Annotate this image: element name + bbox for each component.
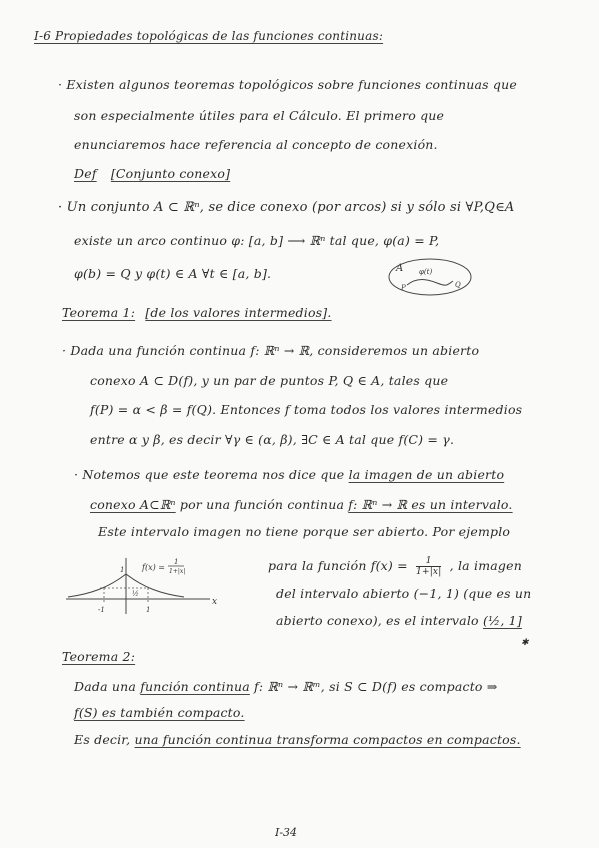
- note-line-2-c: f: ℝⁿ → ℝ es un intervalo.: [348, 497, 513, 512]
- theorem2-label: Teorema 2:: [62, 649, 136, 664]
- definition-line-3: φ(b) = Q y φ(t) ∈ A ∀t ∈ [a, b].: [74, 266, 272, 281]
- theorem1-name: [de los valores intermedios].: [145, 305, 332, 320]
- theorem2-line-1-b: función continua: [140, 679, 250, 694]
- theorem2-line-3-b: una función continua transforma compactos en compactos.: [134, 732, 521, 747]
- theorem1-line-1: · Dada una función continua f: ℝⁿ → ℝ, consideremos un abierto: [62, 343, 480, 358]
- note-line-2: [90, 497, 513, 513]
- theorem2-line-1: [74, 679, 498, 695]
- definition-heading: [74, 166, 230, 182]
- definition-name: [Conjunto conexo]: [110, 166, 231, 181]
- theorem2-line-1-a: Dada una: [74, 679, 141, 694]
- intro-line-2: son especialmente útiles para el Cálculo. El primero que: [74, 108, 445, 123]
- note-line-2-b: por una función continua: [175, 497, 349, 512]
- q-label: Q: [455, 281, 461, 289]
- definition-line-1: · Un conjunto A ⊂ ℝⁿ, se dice conexo (por arcos) si y sólo si ∀P,Q∈A: [58, 200, 515, 215]
- note-line-6-a: abierto conexo), es el intervalo: [276, 613, 483, 628]
- tick-one: 1: [120, 566, 125, 574]
- theorem2-line-3: [74, 732, 521, 748]
- page-number: I-34: [275, 826, 298, 839]
- note-fraction-num: 1: [416, 556, 441, 567]
- x-axis-label: x: [212, 597, 218, 607]
- intro-line-1: · Existen algunos teoremas topológicos sobre funciones continuas que: [58, 77, 517, 92]
- note-line-1-b: la imagen de un abierto: [348, 467, 505, 482]
- graph-func-den: 1+|x|: [169, 568, 186, 575]
- note-fraction-den: 1+|x|: [416, 567, 442, 577]
- note-line-2-a: conexo A⊂ℝⁿ: [90, 497, 176, 512]
- theorem1-line-4: entre α y β, es decir ∀γ ∈ (α, β), ∃C ∈ A tal que f(C) = γ.: [90, 432, 455, 447]
- tick-minus1: -1: [98, 606, 105, 614]
- note-line-6-b: (½, 1]: [482, 613, 522, 628]
- definition-line-2: existe un arco continuo φ: [a, b] ⟶ ℝⁿ tal que, φ(a) = P,: [74, 233, 440, 248]
- note-line-5: del intervalo abierto (−1, 1) (que es un: [276, 586, 532, 601]
- note-line-4-b: , la imagen: [449, 558, 522, 573]
- theorem1-line-3: f(P) = α < β = f(Q). Entonces f toma todos los valores intermedios: [90, 402, 523, 417]
- intro-line-3: enunciaremos hace referencia al concepto de conexión.: [74, 137, 438, 152]
- note-line-1-a: · Notemos que este teorema nos dice que: [74, 467, 349, 482]
- theorem2-line-2-text: f(S) es también compacto.: [74, 705, 245, 720]
- tick-plus1: 1: [146, 606, 151, 614]
- ink-dot: ✱: [521, 638, 529, 648]
- note-line-6: [276, 613, 522, 629]
- graph-func-label: f(x) =: [142, 563, 165, 572]
- note-fraction: [416, 556, 441, 577]
- function-graph: [60, 552, 235, 622]
- curve-label: φ(t): [419, 268, 433, 276]
- theorem2-heading: [62, 649, 135, 665]
- definition-label: Def: [74, 166, 97, 181]
- note-line-1: [74, 467, 504, 483]
- theorem1-line-2: conexo A ⊂ D(f), y un par de puntos P, Q ∈ A, tales que: [90, 373, 449, 388]
- connected-set-sketch: [385, 255, 475, 299]
- section-title: [34, 28, 383, 44]
- note-line-4-text: para la función f(x) =: [268, 558, 408, 573]
- note-line-3: Este intervalo imagen no tiene porque ser abierto. Por ejemplo: [98, 524, 511, 539]
- theorem1-label: Teorema 1:: [62, 305, 136, 320]
- p-label: P: [401, 284, 406, 292]
- theorem2-line-3-a: Es decir,: [74, 732, 135, 747]
- theorem2-line-1-c: f: ℝⁿ → ℝᵐ, si S ⊂ D(f) es compacto ⇒: [249, 679, 498, 694]
- section-title-text: I-6 Propiedades topológicas de las funciones continuas:: [34, 29, 384, 43]
- note-line-4: [268, 556, 522, 577]
- theorem2-line-2: [74, 705, 245, 721]
- tick-half: ½: [132, 590, 139, 598]
- graph-func-num: 1: [174, 558, 179, 566]
- theorem1-heading: [62, 305, 332, 321]
- set-label: A: [396, 263, 404, 274]
- arc-curve: [407, 280, 453, 286]
